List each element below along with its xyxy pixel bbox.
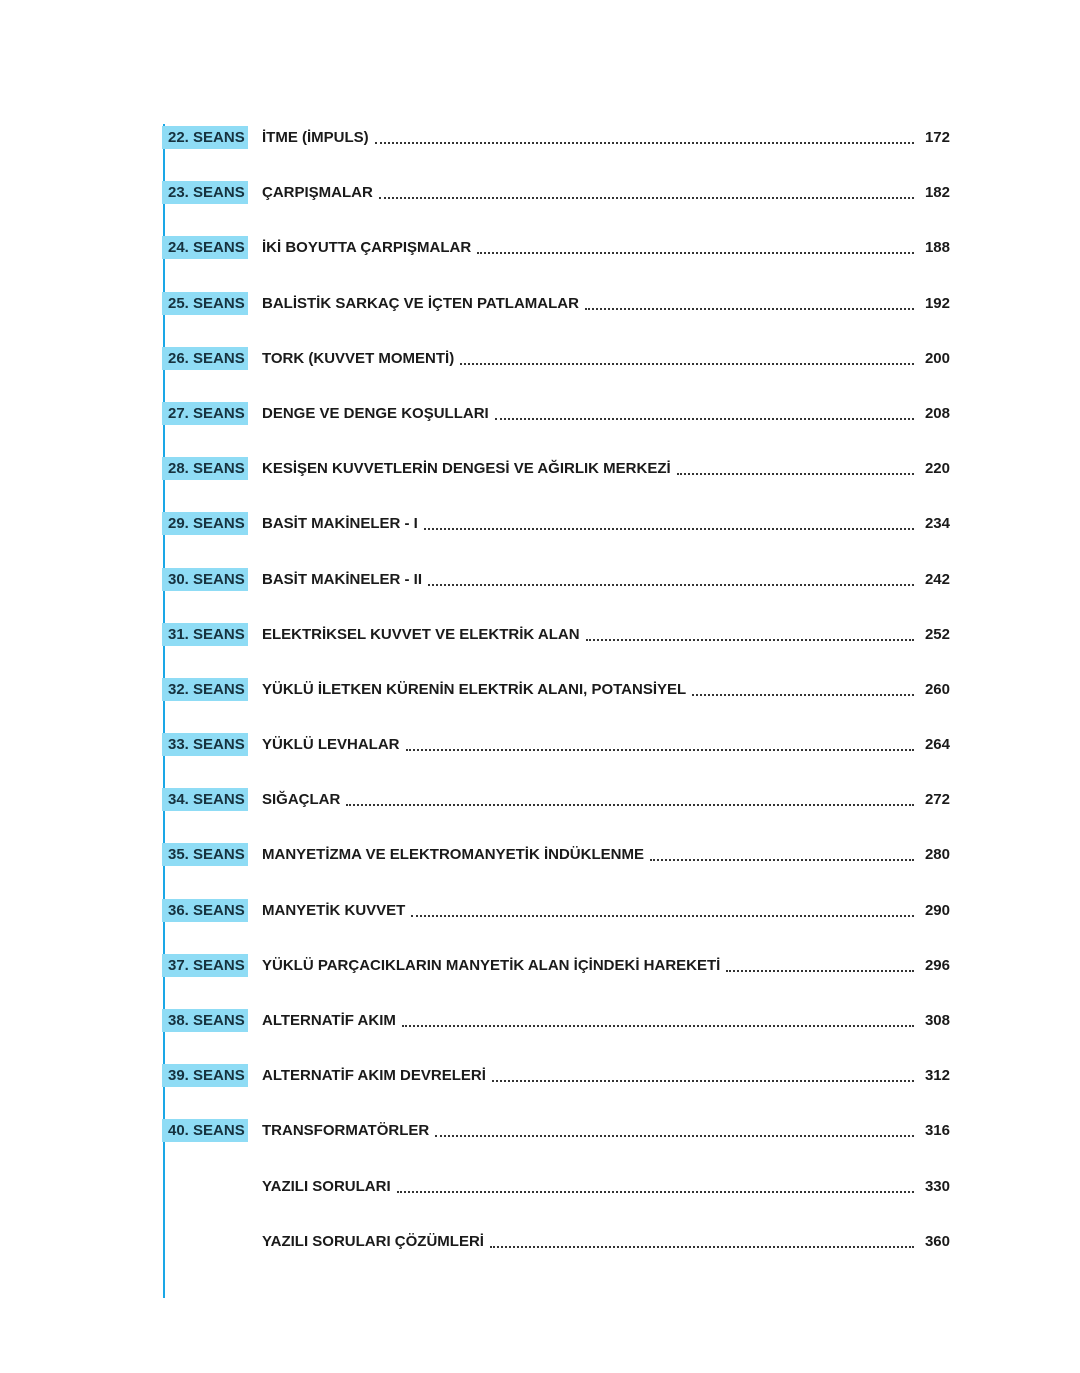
- toc-entry-title: MANYETİK KUVVET: [262, 901, 406, 919]
- toc-entry[interactable]: [162, 621, 950, 676]
- session-badge: 31. SEANS: [162, 623, 248, 646]
- dot-leader: [428, 584, 914, 586]
- toc-entry-title: KESİŞEN KUVVETLERİN DENGESİ VE AĞIRLIK MERKEZİ: [262, 460, 671, 478]
- session-badge: 38. SEANS: [162, 1009, 248, 1032]
- toc-entry[interactable]: [162, 897, 950, 952]
- toc-entry-body: [262, 1228, 950, 1252]
- toc-entry-title: İTME (İMPULS): [262, 129, 369, 146]
- toc-entry-page-number: 316: [924, 1122, 950, 1140]
- dot-leader: [585, 308, 914, 310]
- dot-leader: [692, 694, 914, 696]
- toc-entry-title: TORK (KUVVET MOMENTİ): [262, 349, 455, 367]
- dot-leader: [726, 970, 914, 972]
- dot-leader: [375, 142, 914, 144]
- toc-entry-body: [262, 897, 950, 921]
- toc-entry-body: [262, 731, 950, 755]
- toc-entry-title: MANYETİZMA VE ELEKTROMANYETİK İNDÜKLENME: [262, 846, 644, 864]
- dot-leader: [477, 252, 914, 254]
- toc-entry-page-number: 308: [924, 1012, 950, 1029]
- dot-leader: [379, 197, 914, 199]
- toc-entry[interactable]: [162, 179, 950, 234]
- toc-entry-title: YAZILI SORULARI: [262, 1177, 391, 1195]
- session-badge: [162, 1230, 248, 1253]
- toc-entry-title: YÜKLÜ LEVHALAR: [262, 736, 400, 754]
- toc-entry-title: SIĞAÇLAR: [262, 791, 341, 809]
- toc-entry-body: [262, 1062, 950, 1086]
- session-badge: 39. SEANS: [162, 1064, 248, 1087]
- dot-leader: [402, 1025, 914, 1027]
- toc-entry[interactable]: [162, 676, 950, 731]
- session-badge: [162, 1175, 248, 1198]
- toc-entry[interactable]: [162, 1173, 950, 1228]
- toc-entry-title: YÜKLÜ İLETKEN KÜRENİN ELEKTRİK ALANI, POTANSİYEL: [262, 680, 687, 698]
- toc-entry[interactable]: [162, 566, 950, 621]
- toc-entry-page-number: 290: [924, 901, 950, 919]
- session-badge: 30. SEANS: [162, 568, 248, 591]
- session-badge: 23. SEANS: [162, 181, 248, 204]
- toc-entry[interactable]: [162, 290, 950, 345]
- toc-entry-page-number: 296: [924, 956, 950, 974]
- session-badge: 37. SEANS: [162, 954, 248, 977]
- toc-entry-page-number: 182: [924, 184, 950, 202]
- toc-entry-page-number: 220: [924, 460, 950, 478]
- toc-entry-title: YAZILI SORULARI ÇÖZÜMLERİ: [262, 1232, 484, 1250]
- toc-entry[interactable]: [162, 1007, 950, 1062]
- toc-entry[interactable]: [162, 510, 950, 565]
- toc-entry[interactable]: [162, 1117, 950, 1172]
- toc-entry-body: [262, 676, 950, 700]
- toc-entry[interactable]: [162, 345, 950, 400]
- toc-entry-body: [262, 290, 950, 314]
- toc-entry-page-number: 200: [924, 349, 950, 367]
- toc-entry-page-number: 264: [924, 736, 950, 754]
- toc-entry-title: İKİ BOYUTTA ÇARPIŞMALAR: [262, 239, 472, 257]
- toc-entry[interactable]: [162, 234, 950, 289]
- toc-entry-page-number: 172: [924, 129, 950, 146]
- toc-entry-title: BASİT MAKİNELER - I: [262, 515, 418, 533]
- toc-entry-page-number: 272: [924, 791, 950, 809]
- dot-leader: [397, 1191, 914, 1193]
- toc-entry-body: [262, 234, 950, 258]
- toc-entry-title: ÇARPIŞMALAR: [262, 184, 373, 202]
- toc-entry-body: [262, 841, 950, 865]
- toc-entry-page-number: 192: [924, 294, 950, 312]
- dot-leader: [490, 1246, 914, 1248]
- dot-leader: [411, 915, 914, 917]
- toc-entry[interactable]: [162, 731, 950, 786]
- toc-entry[interactable]: [162, 1228, 950, 1283]
- dot-leader: [460, 363, 914, 365]
- toc-entry[interactable]: [162, 400, 950, 455]
- toc-entry-page-number: 188: [924, 239, 950, 257]
- toc-entry-page-number: 330: [924, 1177, 950, 1195]
- toc-entry-page-number: 252: [924, 625, 950, 643]
- dot-leader: [424, 528, 914, 530]
- dot-leader: [406, 749, 915, 751]
- toc-entry-title: BASİT MAKİNELER - II: [262, 570, 422, 588]
- dot-leader: [435, 1135, 914, 1137]
- session-badge: 24. SEANS: [162, 236, 248, 259]
- session-badge: 40. SEANS: [162, 1119, 248, 1142]
- toc-entry-body: [262, 621, 950, 645]
- session-badge: 22. SEANS: [162, 126, 248, 149]
- toc-entry-page-number: 260: [924, 680, 950, 698]
- session-badge: 34. SEANS: [162, 788, 248, 811]
- dot-leader: [650, 859, 914, 861]
- toc-entry-body: [262, 1173, 950, 1197]
- toc-entry[interactable]: [162, 952, 950, 1007]
- toc-entry-body: [262, 179, 950, 203]
- toc-entry-body: [262, 510, 950, 534]
- toc-entry-body: [262, 455, 950, 479]
- toc-entry-page-number: 242: [924, 570, 950, 588]
- toc-entry-page-number: 208: [924, 404, 950, 422]
- session-badge: 32. SEANS: [162, 678, 248, 701]
- toc-entry-body: [262, 345, 950, 369]
- toc-entry[interactable]: [162, 841, 950, 896]
- toc-entry[interactable]: [162, 786, 950, 841]
- session-badge: 33. SEANS: [162, 733, 248, 756]
- toc-entry-body: [262, 952, 950, 976]
- toc-entry-title: ALTERNATİF AKIM DEVRELERİ: [262, 1067, 486, 1085]
- dot-leader: [677, 473, 914, 475]
- toc-entry-page-number: 360: [924, 1232, 950, 1250]
- dot-leader: [346, 804, 914, 806]
- toc-entry-page-number: 234: [924, 515, 950, 533]
- session-badge: 25. SEANS: [162, 292, 248, 315]
- session-badge: 27. SEANS: [162, 402, 248, 425]
- toc-entry-title: TRANSFORMATÖRLER: [262, 1122, 430, 1140]
- session-badge: 29. SEANS: [162, 512, 248, 535]
- dot-leader: [492, 1080, 914, 1082]
- toc-entry-title: BALİSTİK SARKAÇ VE İÇTEN PATLAMALAR: [262, 294, 579, 312]
- toc-entry-title: DENGE VE DENGE KOŞULLARI: [262, 404, 489, 422]
- toc-entry-title: ALTERNATİF AKIM: [262, 1012, 396, 1029]
- toc-entry-page-number: 280: [924, 846, 950, 864]
- toc-entry-body: [262, 1007, 950, 1031]
- toc-entry-body: [262, 786, 950, 810]
- toc-entry-body: [262, 566, 950, 590]
- session-badge: 35. SEANS: [162, 843, 248, 866]
- toc-entry-body: [262, 1117, 950, 1141]
- table-of-contents: [162, 124, 950, 1283]
- toc-entry-body: [262, 124, 950, 148]
- session-badge: 36. SEANS: [162, 899, 248, 922]
- toc-entry[interactable]: [162, 124, 950, 179]
- dot-leader: [495, 418, 914, 420]
- toc-entry[interactable]: [162, 455, 950, 510]
- toc-entry-title: YÜKLÜ PARÇACIKLARIN MANYETİK ALAN İÇİNDEKİ HAREKETİ: [262, 956, 721, 974]
- toc-entry[interactable]: [162, 1062, 950, 1117]
- toc-entry-page-number: 312: [924, 1067, 950, 1085]
- session-badge: 28. SEANS: [162, 457, 248, 480]
- toc-entry-title: ELEKTRİKSEL KUVVET VE ELEKTRİK ALAN: [262, 625, 580, 643]
- toc-entry-body: [262, 400, 950, 424]
- dot-leader: [586, 639, 914, 641]
- session-badge: 26. SEANS: [162, 347, 248, 370]
